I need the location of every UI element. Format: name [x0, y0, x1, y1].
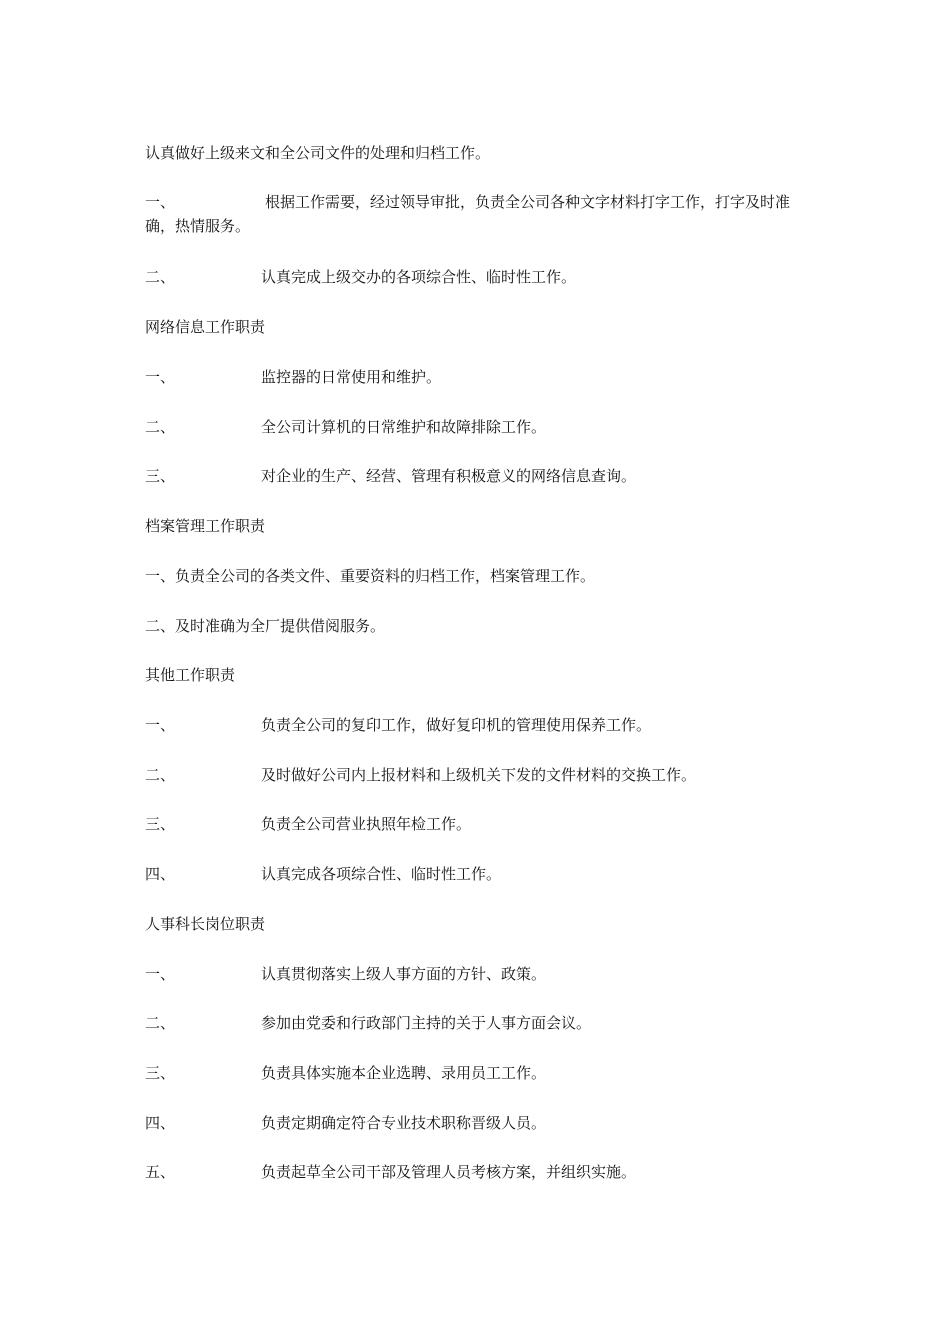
item-number: 四、 [145, 865, 176, 883]
list-item [145, 464, 810, 488]
item-number: 三、 [145, 815, 176, 833]
list-item [145, 713, 810, 737]
item-text: 负责起草全公司干部及管理人员考核方案，并组织实施。 [261, 1163, 637, 1181]
list-item [145, 763, 810, 787]
item-number: 一、 [145, 193, 176, 211]
section-heading: 其他工作职责 [145, 666, 236, 684]
item-number: 二、 [145, 268, 176, 286]
list-item [145, 365, 810, 389]
list-item [145, 265, 810, 289]
intro-paragraph: 认真做好上级来文和全公司文件的处理和归档工作。 [145, 144, 491, 162]
item-number: 二、 [145, 766, 176, 784]
item-number: 一、 [145, 716, 176, 734]
list-item: 一、负责全公司的各类文件、重要资料的归档工作，档案管理工作。 [145, 567, 596, 585]
list-item [145, 1111, 810, 1135]
list-item [145, 962, 810, 986]
list-item: 二、及时准确为全厂提供借阅服务。 [145, 617, 386, 635]
item-number: 三、 [145, 467, 176, 485]
item-number: 四、 [145, 1114, 176, 1132]
item-text: 参加由党委和行政部门主持的关于人事方面会议。 [261, 1014, 592, 1032]
item-text: 监控器的日常使用和维护。 [261, 368, 442, 386]
item-text: 负责具体实施本企业选聘、录用员工工作。 [261, 1064, 547, 1082]
item-text: 全公司计算机的日常维护和故障排除工作。 [261, 418, 547, 436]
item-number: 二、 [145, 418, 176, 436]
list-item [145, 812, 810, 836]
item-number: 一、 [145, 965, 176, 983]
item-text: 认真贯彻落实上级人事方面的方针、政策。 [261, 965, 547, 983]
section-heading: 网络信息工作职责 [145, 318, 266, 336]
item-number: 三、 [145, 1064, 176, 1082]
list-item [145, 862, 810, 886]
list-item [145, 190, 810, 238]
item-number: 二、 [145, 1014, 176, 1032]
item-text: 负责定期确定符合专业技术职称晋级人员。 [261, 1114, 547, 1132]
section-heading: 档案管理工作职责 [145, 517, 266, 535]
item-number: 五、 [145, 1163, 176, 1181]
item-text: 根据工作需要，经过领导审批，负责全公司各种文字材料打字工作，打字及时准确，热情服务。 [145, 193, 791, 235]
item-text: 及时做好公司内上报材料和上级机关下发的文件材料的交换工作。 [261, 766, 697, 784]
item-text: 认真完成上级交办的各项综合性、临时性工作。 [261, 268, 577, 286]
item-text: 认真完成各项综合性、临时性工作。 [261, 865, 502, 883]
item-text: 负责全公司营业执照年检工作。 [261, 815, 472, 833]
section-heading: 人事科长岗位职责 [145, 915, 266, 933]
item-number: 一、 [145, 368, 176, 386]
list-item [145, 1061, 810, 1085]
list-item [145, 1160, 810, 1184]
item-text: 对企业的生产、经营、管理有积极意义的网络信息查询。 [261, 467, 637, 485]
list-item [145, 1011, 810, 1035]
item-text: 负责全公司的复印工作，做好复印机的管理使用保养工作。 [261, 716, 652, 734]
list-item [145, 415, 810, 439]
